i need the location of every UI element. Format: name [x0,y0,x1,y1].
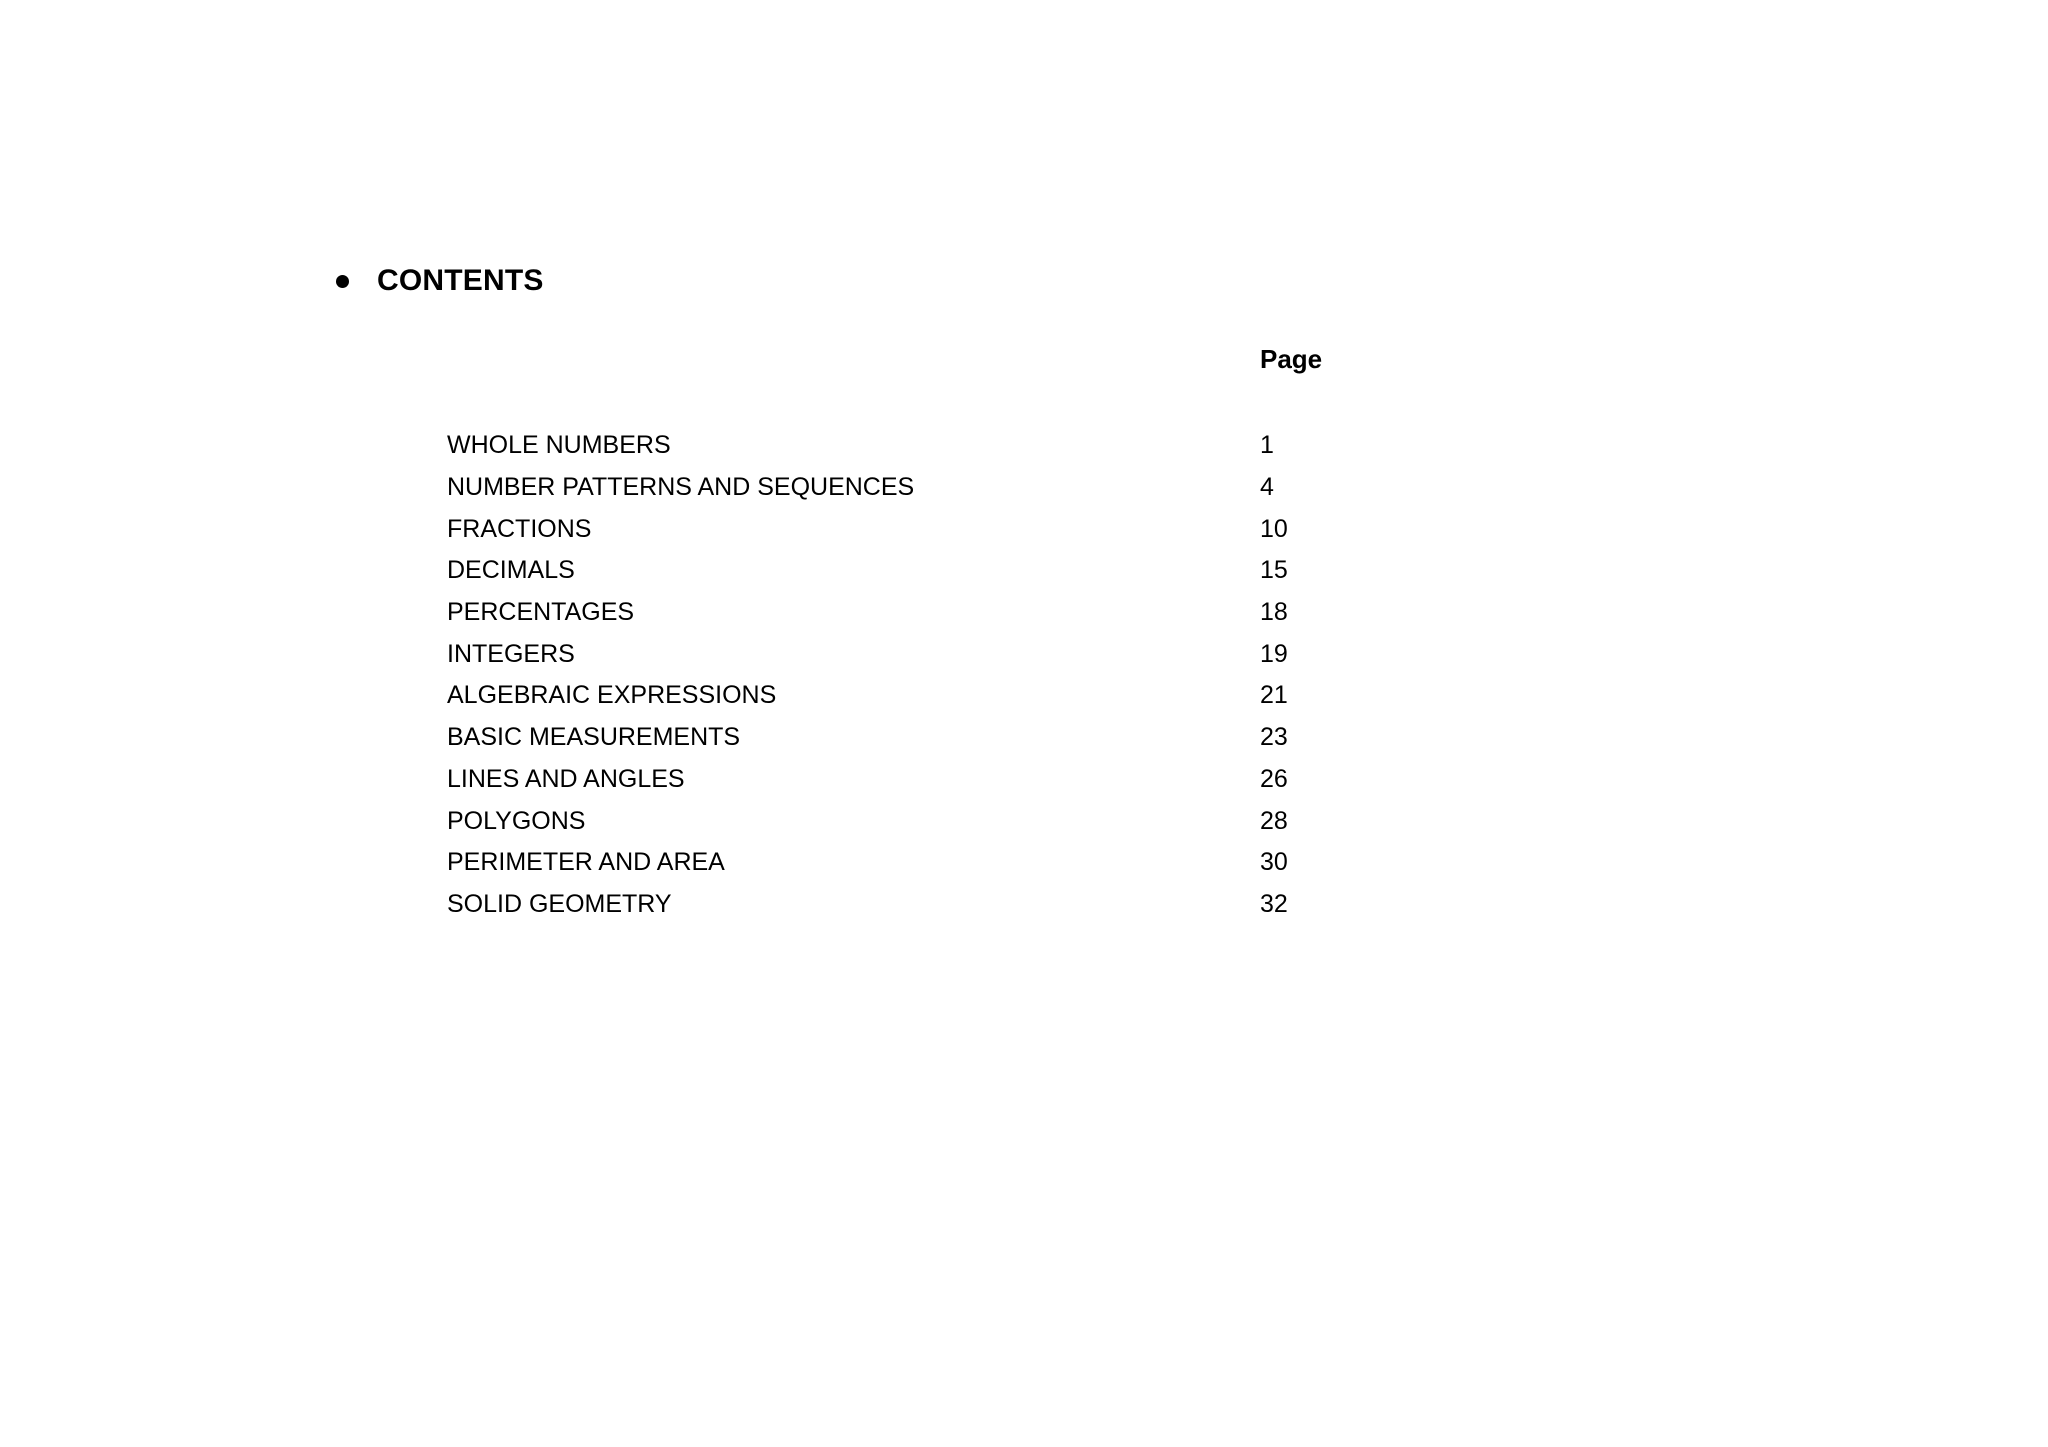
toc-entry [447,508,1347,550]
toc-entry-title: FRACTIONS [447,514,592,543]
toc-entry [447,467,1347,509]
toc-entry-page: 15 [1260,556,1288,585]
toc-entry-page: 32 [1260,889,1288,918]
toc-entry-page: 10 [1260,514,1288,543]
toc-entry [447,592,1347,634]
toc-entry [447,633,1347,675]
toc-entry-title: INTEGERS [447,639,575,668]
toc-entry-page: 21 [1260,681,1288,710]
toc-entry-title: ALGEBRAIC EXPRESSIONS [447,681,777,710]
toc-entry-page: 1 [1260,431,1274,460]
toc-entry-page: 23 [1260,723,1288,752]
toc-entry [447,800,1347,842]
bullet-icon [336,275,349,288]
toc-entry [447,842,1347,884]
toc-entry-title: SOLID GEOMETRY [447,889,672,918]
toc-entry [447,675,1347,717]
toc-list [447,425,1347,925]
toc-entry-page: 26 [1260,764,1288,793]
toc-entry-title: LINES AND ANGLES [447,764,685,793]
contents-heading [336,258,544,304]
toc-entry-title: PERIMETER AND AREA [447,848,725,877]
toc-entry-page: 28 [1260,806,1288,835]
page-column-header: Page [1260,344,1323,374]
toc-entry-page: 30 [1260,848,1288,877]
toc-entry-title: DECIMALS [447,556,575,585]
toc-entry [447,717,1347,759]
contents-title: CONTENTS [377,264,544,297]
toc-entry-title: WHOLE NUMBERS [447,431,671,460]
toc-entry-title: BASIC MEASUREMENTS [447,723,741,752]
toc-entry-title: PERCENTAGES [447,598,635,627]
toc-entry-page: 4 [1260,473,1274,502]
toc-entry [447,884,1347,926]
toc-entry-title: NUMBER PATTERNS AND SEQUENCES [447,473,915,502]
toc-entry-page: 18 [1260,598,1288,627]
toc-entry-page: 19 [1260,639,1288,668]
toc-entry-title: POLYGONS [447,806,586,835]
toc-entry [447,425,1347,467]
toc-entry [447,759,1347,801]
toc-entry [447,550,1347,592]
